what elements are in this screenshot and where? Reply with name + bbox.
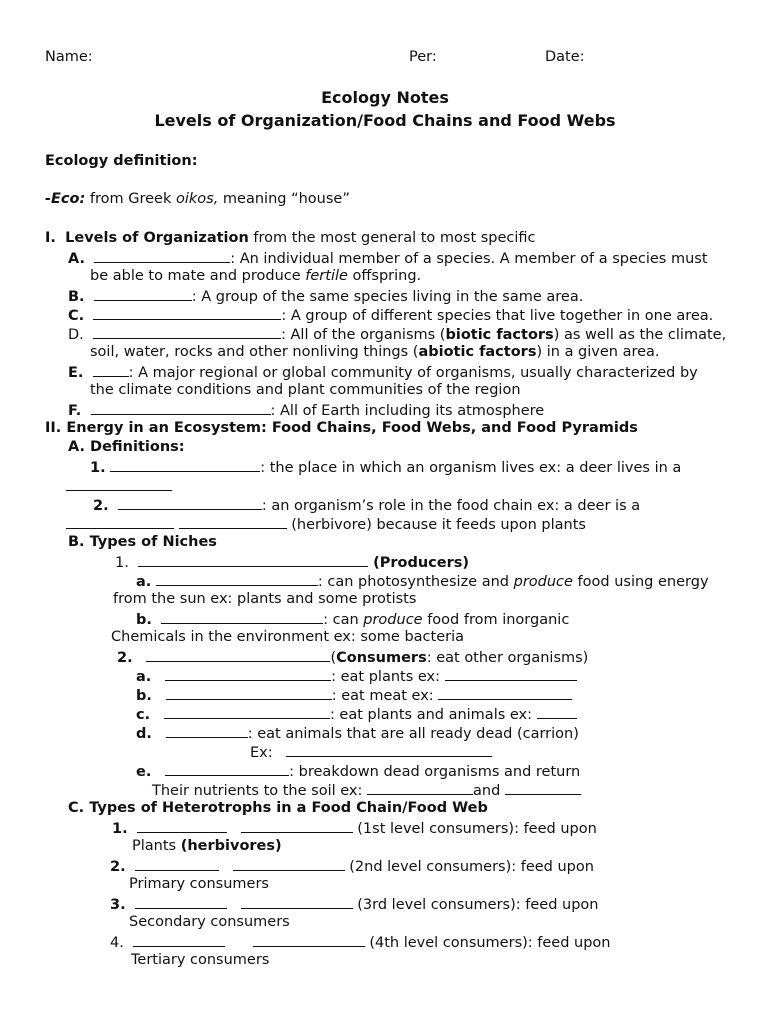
blank-habitat-example[interactable] [66,476,172,491]
blank-secondary-1[interactable] [135,856,219,871]
title-line-1: Ecology Notes [321,88,449,107]
section-1-title: Levels of Organization [65,230,249,246]
level-e [68,362,698,383]
heterotroph-1 [112,818,597,839]
level-e-letter: E. [68,365,84,381]
blank-population[interactable] [94,286,192,301]
consumer-c [136,704,577,725]
blank-scavenger[interactable] [166,723,248,738]
definition-1-number: 1. [90,460,106,476]
blank-tertiary-1[interactable] [135,894,227,909]
consumer-d-letter: d. [136,726,152,742]
blank-quaternary-2[interactable] [253,932,365,947]
blank-primary-2[interactable] [241,818,353,833]
consumer-b-letter: b. [136,688,152,704]
blank-organism[interactable] [94,248,230,263]
ecology-definition-label: Ecology definition: [45,153,198,169]
definition-1-text: : the place in which an organism lives ex: a deer lives in a [260,460,682,476]
consumer-c-letter: c. [136,707,151,723]
level-a [68,248,708,269]
definition-2-continued [66,514,586,535]
blank-scavenger-example[interactable] [286,742,492,757]
level-b-letter: B. [68,289,85,305]
date-label: Date: [545,49,585,65]
consumer-e-continued [152,780,581,801]
level-d [68,324,726,345]
heterotrophs-heading: C. Types of Heterotrophs in a Food Chain/Food Web [68,800,488,816]
level-a-continued [90,267,421,286]
heterotroph-1-number: 1. [112,821,128,837]
eco-text: from Greek [85,191,176,207]
level-d-text: : All of the organisms ( [281,327,446,343]
niche-1a [136,571,709,592]
definition-1 [90,457,681,478]
eco-greek-word: oikos, [175,191,219,207]
and-word: and [473,783,501,799]
blank-community[interactable] [93,305,281,320]
definition-2-cont-text: (herbivore) because it feeds upon plants [286,517,586,533]
blank-niche-example-1[interactable] [66,514,174,529]
heterotroph-2-continued: Primary consumers [129,876,269,892]
scavenger-ex-label: Ex: [250,745,273,761]
niche-1b-text-end: food from inorganic [422,612,570,628]
heterotroph-2-text: (2nd level consumers): feed upon [344,859,594,875]
heterotroph-4-text: (4th level consumers): feed upon [364,935,611,951]
level-f [68,400,544,421]
heterotroph-1-continued [132,837,282,856]
herbivores-label: (herbivores) [180,838,282,854]
section-1-subtitle: from the most general to most specific [248,230,536,246]
blank-photoautotrophs[interactable] [156,571,318,586]
definition-2 [93,495,640,516]
eco-root-line [45,190,350,209]
consumer-d-text: : eat animals that are all ready dead (carrion) [247,726,579,742]
consumer-b [136,685,572,706]
definition-1-continued [66,476,172,497]
niche-2-text: : eat other organisms) [426,650,589,666]
level-d-continued [90,343,660,362]
level-d-text-end: ) as well as the climate, [553,327,727,343]
definition-2-text: : an organism’s role in the food chain ex: a deer is a [261,498,641,514]
niche-1a-continued: from the sun ex: plants and some protists [113,591,417,607]
blank-habitat[interactable] [110,457,260,472]
niche-1b [136,609,569,630]
definitions-heading: A. Definitions: [68,439,185,455]
section-2-heading: II. Energy in an Ecosystem: Food Chains, Food Webs, and Food Pyramids [45,420,638,436]
blank-biosphere[interactable] [91,400,271,415]
heterotroph-3 [110,894,598,915]
blank-chemoautotrophs[interactable] [161,609,323,624]
blank-decomposer[interactable] [165,761,289,776]
abiotic-factors-term: abiotic factors [418,344,537,360]
blank-tertiary-2[interactable] [241,894,353,909]
level-a-cont-text: be able to mate and produce [90,268,306,284]
level-c-letter: C. [68,308,85,324]
name-label: Name: [45,49,93,65]
niche-1b-continued: Chemicals in the environment ex: some bacteria [111,629,464,645]
blank-ecosystem[interactable] [93,324,281,339]
niche-1-number: 1. [115,555,129,571]
heterotroph-1-text: (1st level consumers): feed upon [352,821,597,837]
blank-herbivore[interactable] [165,666,331,681]
level-e-text: : A major regional or global community of organisms, usually characterized by [128,365,698,381]
blank-decomposer-example-1[interactable] [367,780,473,795]
heterotroph-4-continued: Tertiary consumers [131,952,270,968]
niche-1a-letter: a. [136,574,152,590]
level-d-cont-end: ) in a given area. [536,344,660,360]
niche-1b-text: : can [323,612,364,628]
niche-2 [117,647,588,668]
niche-1a-text: : can photosynthesize and [317,574,514,590]
section-1-number: I. [45,230,56,246]
eco-prefix: -Eco: [45,191,86,207]
consumer-a-text: : eat plants ex: [331,669,441,685]
producers-label: (Producers) [368,555,470,571]
blank-secondary-2[interactable] [233,856,345,871]
level-e-continued: the climate conditions and plant communities of the region [90,382,521,398]
blank-heterotrophs[interactable] [146,647,330,662]
blank-quaternary-1[interactable] [133,932,225,947]
level-b [68,286,583,307]
fertile-word: fertile [305,268,348,284]
definition-2-number: 2. [93,498,109,514]
blank-carnivore-example[interactable] [438,685,572,700]
level-b-text: : A group of the same species living in the same area. [191,289,584,305]
niche-2-paren: ( [330,650,337,666]
blank-niche[interactable] [118,495,262,510]
blank-biome[interactable] [93,362,129,377]
consumer-d-example [250,742,492,763]
consumer-a [136,666,577,687]
eco-meaning: meaning “house” [218,191,350,207]
blank-primary-1[interactable] [137,818,227,833]
level-d-cont-text: soil, water, rocks and other nonliving things ( [90,344,419,360]
heterotroph-4-number: 4. [110,935,124,951]
heterotroph-4 [110,932,611,953]
consumer-e-cont-text: Their nutrients to the soil ex: [152,783,363,799]
blank-autotrophs[interactable] [138,552,368,567]
blank-carnivore[interactable] [166,685,332,700]
types-of-niches-heading: B. Types of Niches [68,534,217,550]
consumer-e-letter: e. [136,764,152,780]
biotic-factors-term: biotic factors [445,327,554,343]
produce-word-1: produce [513,574,573,590]
plants-word: Plants [132,838,181,854]
section-1-heading [45,229,536,248]
level-f-letter: F. [68,403,82,419]
heterotroph-3-continued: Secondary consumers [129,914,290,930]
heterotroph-3-text: (3rd level consumers): feed upon [352,897,599,913]
consumer-e [136,761,580,782]
consumer-c-text: : eat plants and animals ex: [329,707,533,723]
level-c [68,305,713,326]
period-label: Per: [409,49,437,65]
niche-1a-text-end: food using energy [572,574,709,590]
produce-word-2: produce [363,612,423,628]
level-f-text: : All of Earth including its atmosphere [270,403,545,419]
consumer-d [136,723,579,744]
heterotroph-3-number: 3. [110,897,126,913]
blank-omnivore[interactable] [164,704,330,719]
consumers-label: Consumers [336,650,427,666]
heterotroph-2 [110,856,594,877]
heterotroph-2-number: 2. [110,859,126,875]
level-a-text: : An individual member of a species. A member of a species must [230,251,708,267]
consumer-e-text: : breakdown dead organisms and return [289,764,581,780]
title-line-2: Levels of Organization/Food Chains and Food Webs [154,111,616,130]
level-a-cont-end: offspring. [347,268,422,284]
blank-niche-example-2[interactable] [179,514,287,529]
niche-1 [115,552,469,573]
level-d-letter: D. [68,327,84,343]
blank-omnivore-example[interactable] [537,704,577,719]
niche-1b-letter: b. [136,612,152,628]
blank-decomposer-example-2[interactable] [505,780,581,795]
consumer-a-letter: a. [136,669,152,685]
consumer-b-text: : eat meat ex: [331,688,434,704]
blank-herbivore-example[interactable] [445,666,577,681]
niche-2-number: 2. [117,650,133,666]
level-a-letter: A. [68,251,85,267]
level-c-text: : A group of different species that live together in one area. [281,308,714,324]
